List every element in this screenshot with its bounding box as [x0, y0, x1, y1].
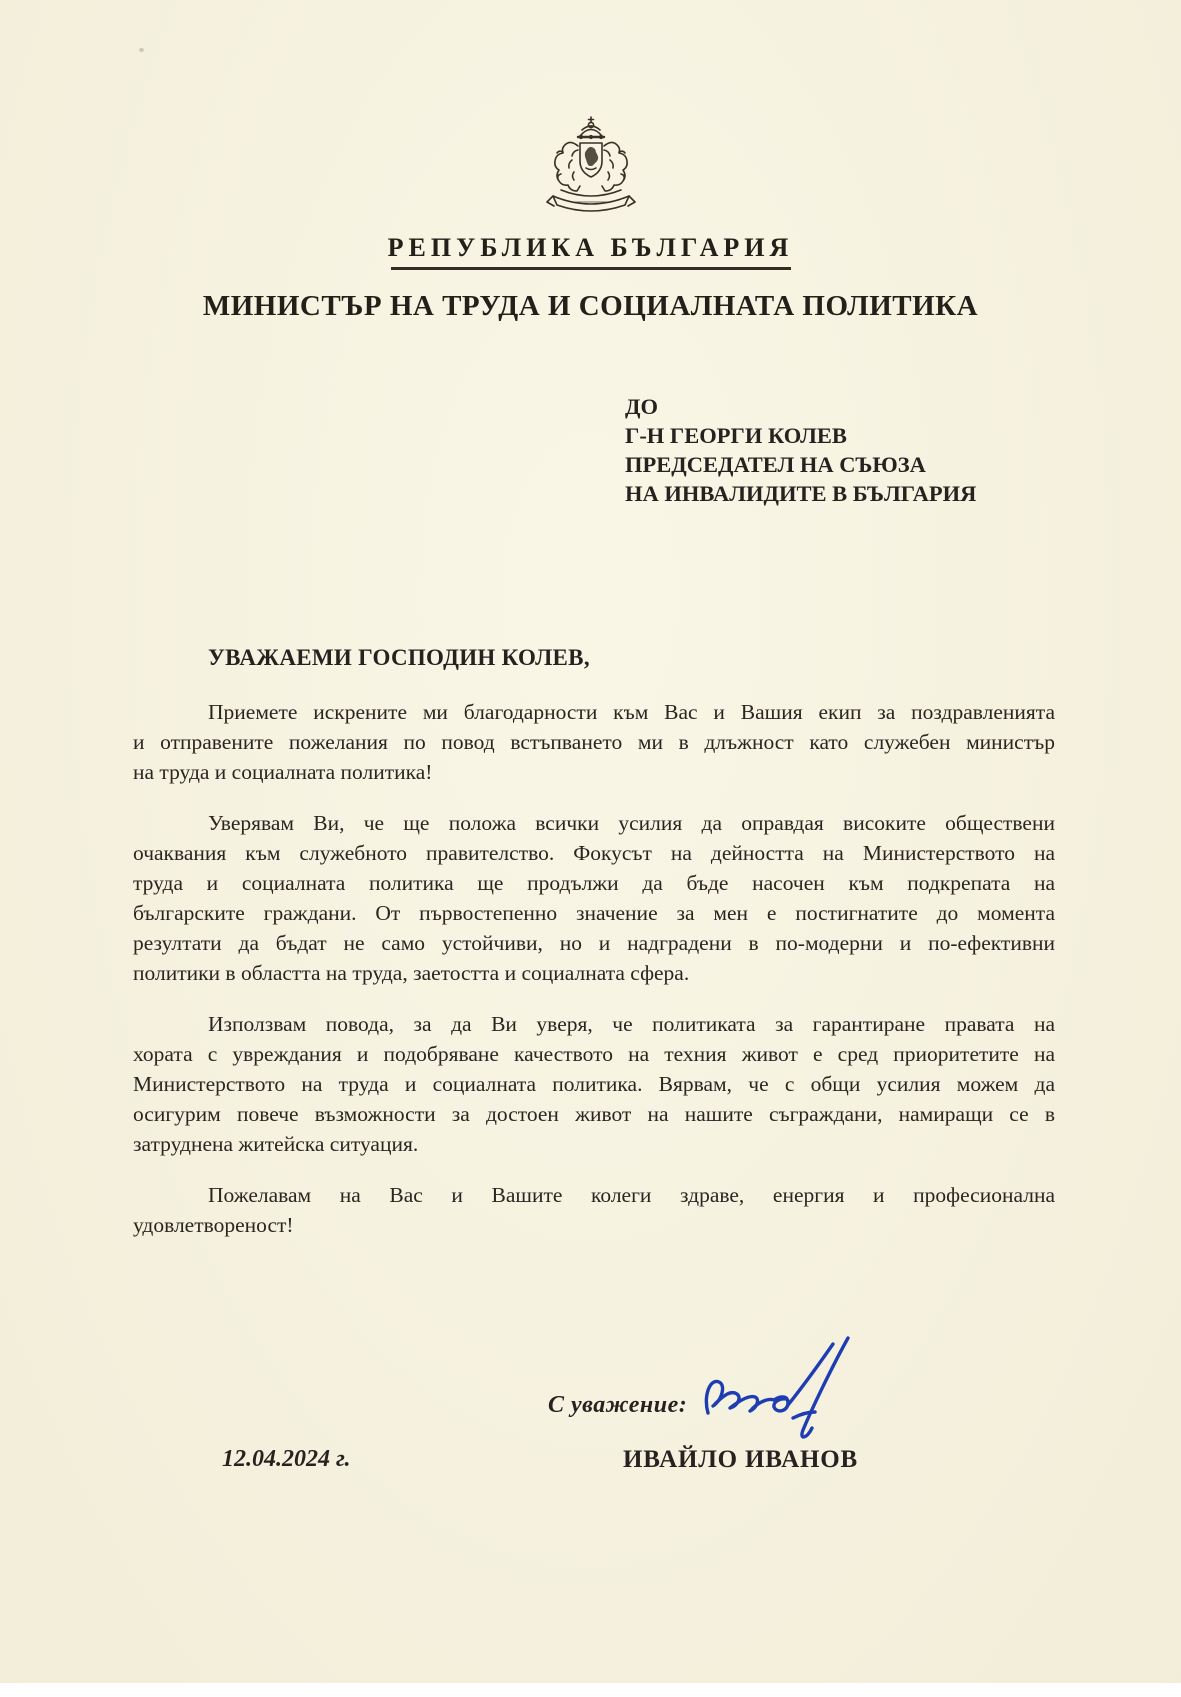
paragraph-line: хората с увреждания и подобряване качеството на техния живот е сред приоритетите на: [133, 1042, 1055, 1066]
bulgaria-coat-of-arms-icon: [528, 116, 654, 216]
paragraph-line: българските граждани. От първостепенно значение за мен е постигнатите до момента: [133, 901, 1055, 925]
paragraph-line: резултати да бъдат не само устойчиви, но и надградени в по-модерни и по-ефективни: [133, 931, 1055, 955]
handwritten-signature-icon: [695, 1333, 867, 1449]
paragraph-line: и отправените пожелания по повод встъпването ми в длъжност като служебен министър: [133, 730, 1055, 754]
paragraph-2: [133, 808, 1055, 988]
paragraph-1: [133, 697, 1055, 787]
closing-phrase: С уважение:: [548, 1392, 688, 1418]
republic-heading: РЕПУБЛИКА БЪЛГАРИЯ: [387, 233, 794, 262]
paragraph-line: политики в областта на труда, заетостта и социалната сфера.: [133, 961, 690, 985]
paragraph-line: Използвам повода, за да Ви уверя, че политиката за гарантиране правата на: [208, 1012, 1055, 1036]
recipient-line-title-2: НА ИНВАЛИДИТЕ В БЪЛГАРИЯ: [625, 481, 977, 506]
scan-speck: [139, 48, 144, 52]
recipient-line-title-1: ПРЕДСЕДАТЕЛ НА СЪЮЗА: [625, 452, 926, 477]
recipient-block: [625, 392, 976, 508]
paragraph-3: [133, 1009, 1055, 1159]
signer-name: ИВАЙЛО ИВАНОВ: [623, 1446, 858, 1473]
paragraph-line: Пожелавам на Вас и Вашите колеги здраве, енергия и професионална: [208, 1183, 1055, 1207]
paragraph-line: осигурим повече възможности за достоен живот на нашите съграждани, намиращи се в: [133, 1102, 1055, 1126]
paragraph-line: труда и социалната политика ще продължи да бъде насочен към подкрепата на: [133, 871, 1055, 895]
letter-date: 12.04.2024 г.: [222, 1446, 351, 1472]
crown-icon: [578, 117, 604, 138]
lion-supporter-right-icon: [602, 142, 627, 191]
recipient-line-to: ДО: [625, 394, 658, 419]
heading-underline: [391, 267, 791, 270]
scanner-edge-strip: [0, 1683, 1181, 1697]
paragraph-line: Министерството на труда и социалната политика. Вярвам, че с общи усилия можем да: [133, 1072, 1055, 1096]
salutation: УВАЖАЕМИ ГОСПОДИН КОЛЕВ,: [208, 645, 590, 670]
minister-heading: МИНИСТЪР НА ТРУДА И СОЦИАЛНАТА ПОЛИТИКА: [202, 290, 979, 322]
shield-icon: [580, 143, 602, 177]
recipient-line-name: Г-Н ГЕОРГИ КОЛЕВ: [625, 423, 847, 448]
paragraph-line: Уверявам Ви, че ще положа всички усилия да оправдая високите обществени: [208, 811, 1055, 835]
paragraph-line: очаквания към служебното правителство. Фокусът на дейността на Министерството на: [133, 841, 1055, 865]
paragraph-line: удовлетвореност!: [133, 1213, 294, 1237]
ribbon-icon: [547, 190, 635, 211]
letter-body: [133, 697, 1055, 1261]
paragraph-line: Приемете искрените ми благодарности към Вас и Вашия екип за поздравленията: [208, 700, 1055, 724]
paragraph-line: на труда и социалната политика!: [133, 760, 433, 784]
lion-supporter-left-icon: [554, 142, 579, 191]
paragraph-line: затруднена житейска ситуация.: [133, 1132, 419, 1156]
paragraph-4: [133, 1180, 1055, 1240]
